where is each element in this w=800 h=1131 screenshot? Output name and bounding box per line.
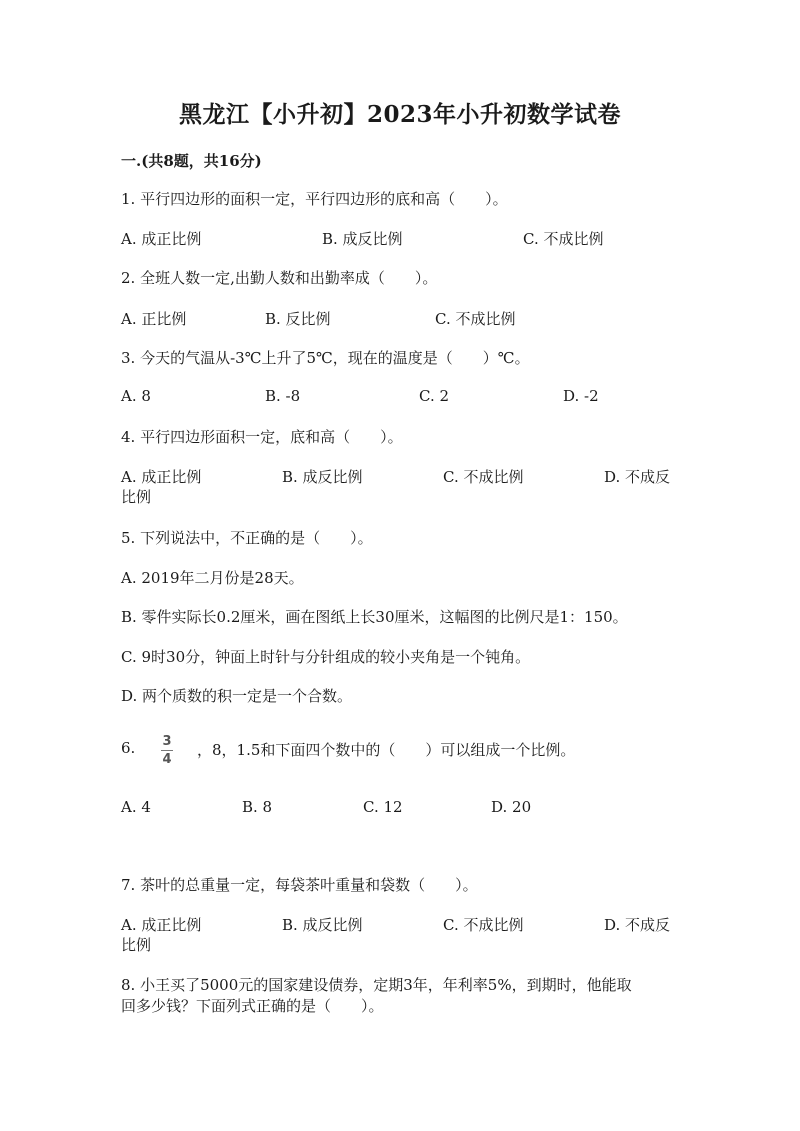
fraction-bar — [161, 750, 173, 751]
question-5-option-b[interactable]: B. 零件实际长0.2厘米，画在图纸上长30厘米，这幅图的比例尺是1：150。 — [121, 608, 628, 626]
question-3-option-b[interactable]: B. -8 — [265, 387, 301, 405]
question-6-stem: ，8，1.5和下面四个数中的（ ）可以组成一个比例。 — [197, 741, 576, 759]
question-2-stem: 2. 全班人数一定,出勤人数和出勤率成（ ）。 — [121, 269, 438, 287]
question-4-option-a[interactable]: A. 成正比例 — [121, 468, 202, 486]
question-5-option-c[interactable]: C. 9时30分，钟面上时针与分针组成的较小夹角是一个钝角。 — [121, 648, 531, 666]
question-1-option-a[interactable]: A. 成正比例 — [121, 230, 202, 248]
question-5-option-a[interactable]: A. 2019年二月份是28天。 — [121, 569, 304, 587]
question-7-option-b[interactable]: B. 成反比例 — [282, 916, 363, 934]
question-1-option-c[interactable]: C. 不成比例 — [523, 230, 604, 248]
question-3-stem: 3. 今天的气温从-3℃上升了5℃，现在的温度是（ ）℃。 — [121, 349, 530, 367]
fraction-numerator: 3 — [162, 734, 172, 749]
question-2-option-a[interactable]: A. 正比例 — [121, 310, 187, 328]
question-2-option-c[interactable]: C. 不成比例 — [435, 310, 516, 328]
question-8-stem-line-2: 回多少钱？下面列式正确的是（ ）。 — [121, 997, 384, 1015]
question-3-option-d[interactable]: D. -2 — [563, 387, 599, 405]
question-7-stem: 7. 茶叶的总重量一定，每袋茶叶重量和袋数（ ）。 — [121, 876, 478, 894]
question-7-option-a[interactable]: A. 成正比例 — [121, 916, 202, 934]
page-title: 黑龙江【小升初】2023年小升初数学试卷 — [178, 101, 621, 128]
question-4-option-c[interactable]: C. 不成比例 — [443, 468, 524, 486]
question-4-option-d-wrap: 比例 — [121, 488, 152, 506]
question-7-option-d-wrap: 比例 — [121, 936, 152, 954]
question-6-option-d[interactable]: D. 20 — [491, 798, 532, 816]
fraction-denominator: 4 — [162, 752, 172, 767]
question-8-stem-line-1: 8. 小王买了5000元的国家建设债券，定期3年，年利率5%，到期时，他能取 — [121, 976, 632, 994]
question-2-option-b[interactable]: B. 反比例 — [265, 310, 331, 328]
question-3-option-a[interactable]: A. 8 — [121, 387, 151, 405]
question-6-option-b[interactable]: B. 8 — [242, 798, 273, 816]
question-5-option-d[interactable]: D. 两个质数的积一定是一个合数。 — [121, 687, 353, 705]
question-7-option-c[interactable]: C. 不成比例 — [443, 916, 524, 934]
question-6-number: 6. — [121, 739, 136, 757]
question-5-stem: 5. 下列说法中，不正确的是（ ）。 — [121, 529, 373, 547]
section-heading: 一.(共8题，共16分) — [121, 152, 262, 170]
fraction-three-quarters — [158, 734, 176, 767]
question-4-option-b[interactable]: B. 成反比例 — [282, 468, 363, 486]
question-4-option-d[interactable]: D. 不成反 — [604, 468, 671, 486]
question-7-option-d[interactable]: D. 不成反 — [604, 916, 671, 934]
question-4-stem: 4. 平行四边形面积一定，底和高（ ）。 — [121, 428, 403, 446]
question-6-option-a[interactable]: A. 4 — [121, 798, 151, 816]
question-6-option-c[interactable]: C. 12 — [363, 798, 403, 816]
question-1-option-b[interactable]: B. 成反比例 — [322, 230, 403, 248]
question-3-option-c[interactable]: C. 2 — [419, 387, 450, 405]
question-1-stem: 1. 平行四边形的面积一定，平行四边形的底和高（ ）。 — [121, 190, 508, 208]
